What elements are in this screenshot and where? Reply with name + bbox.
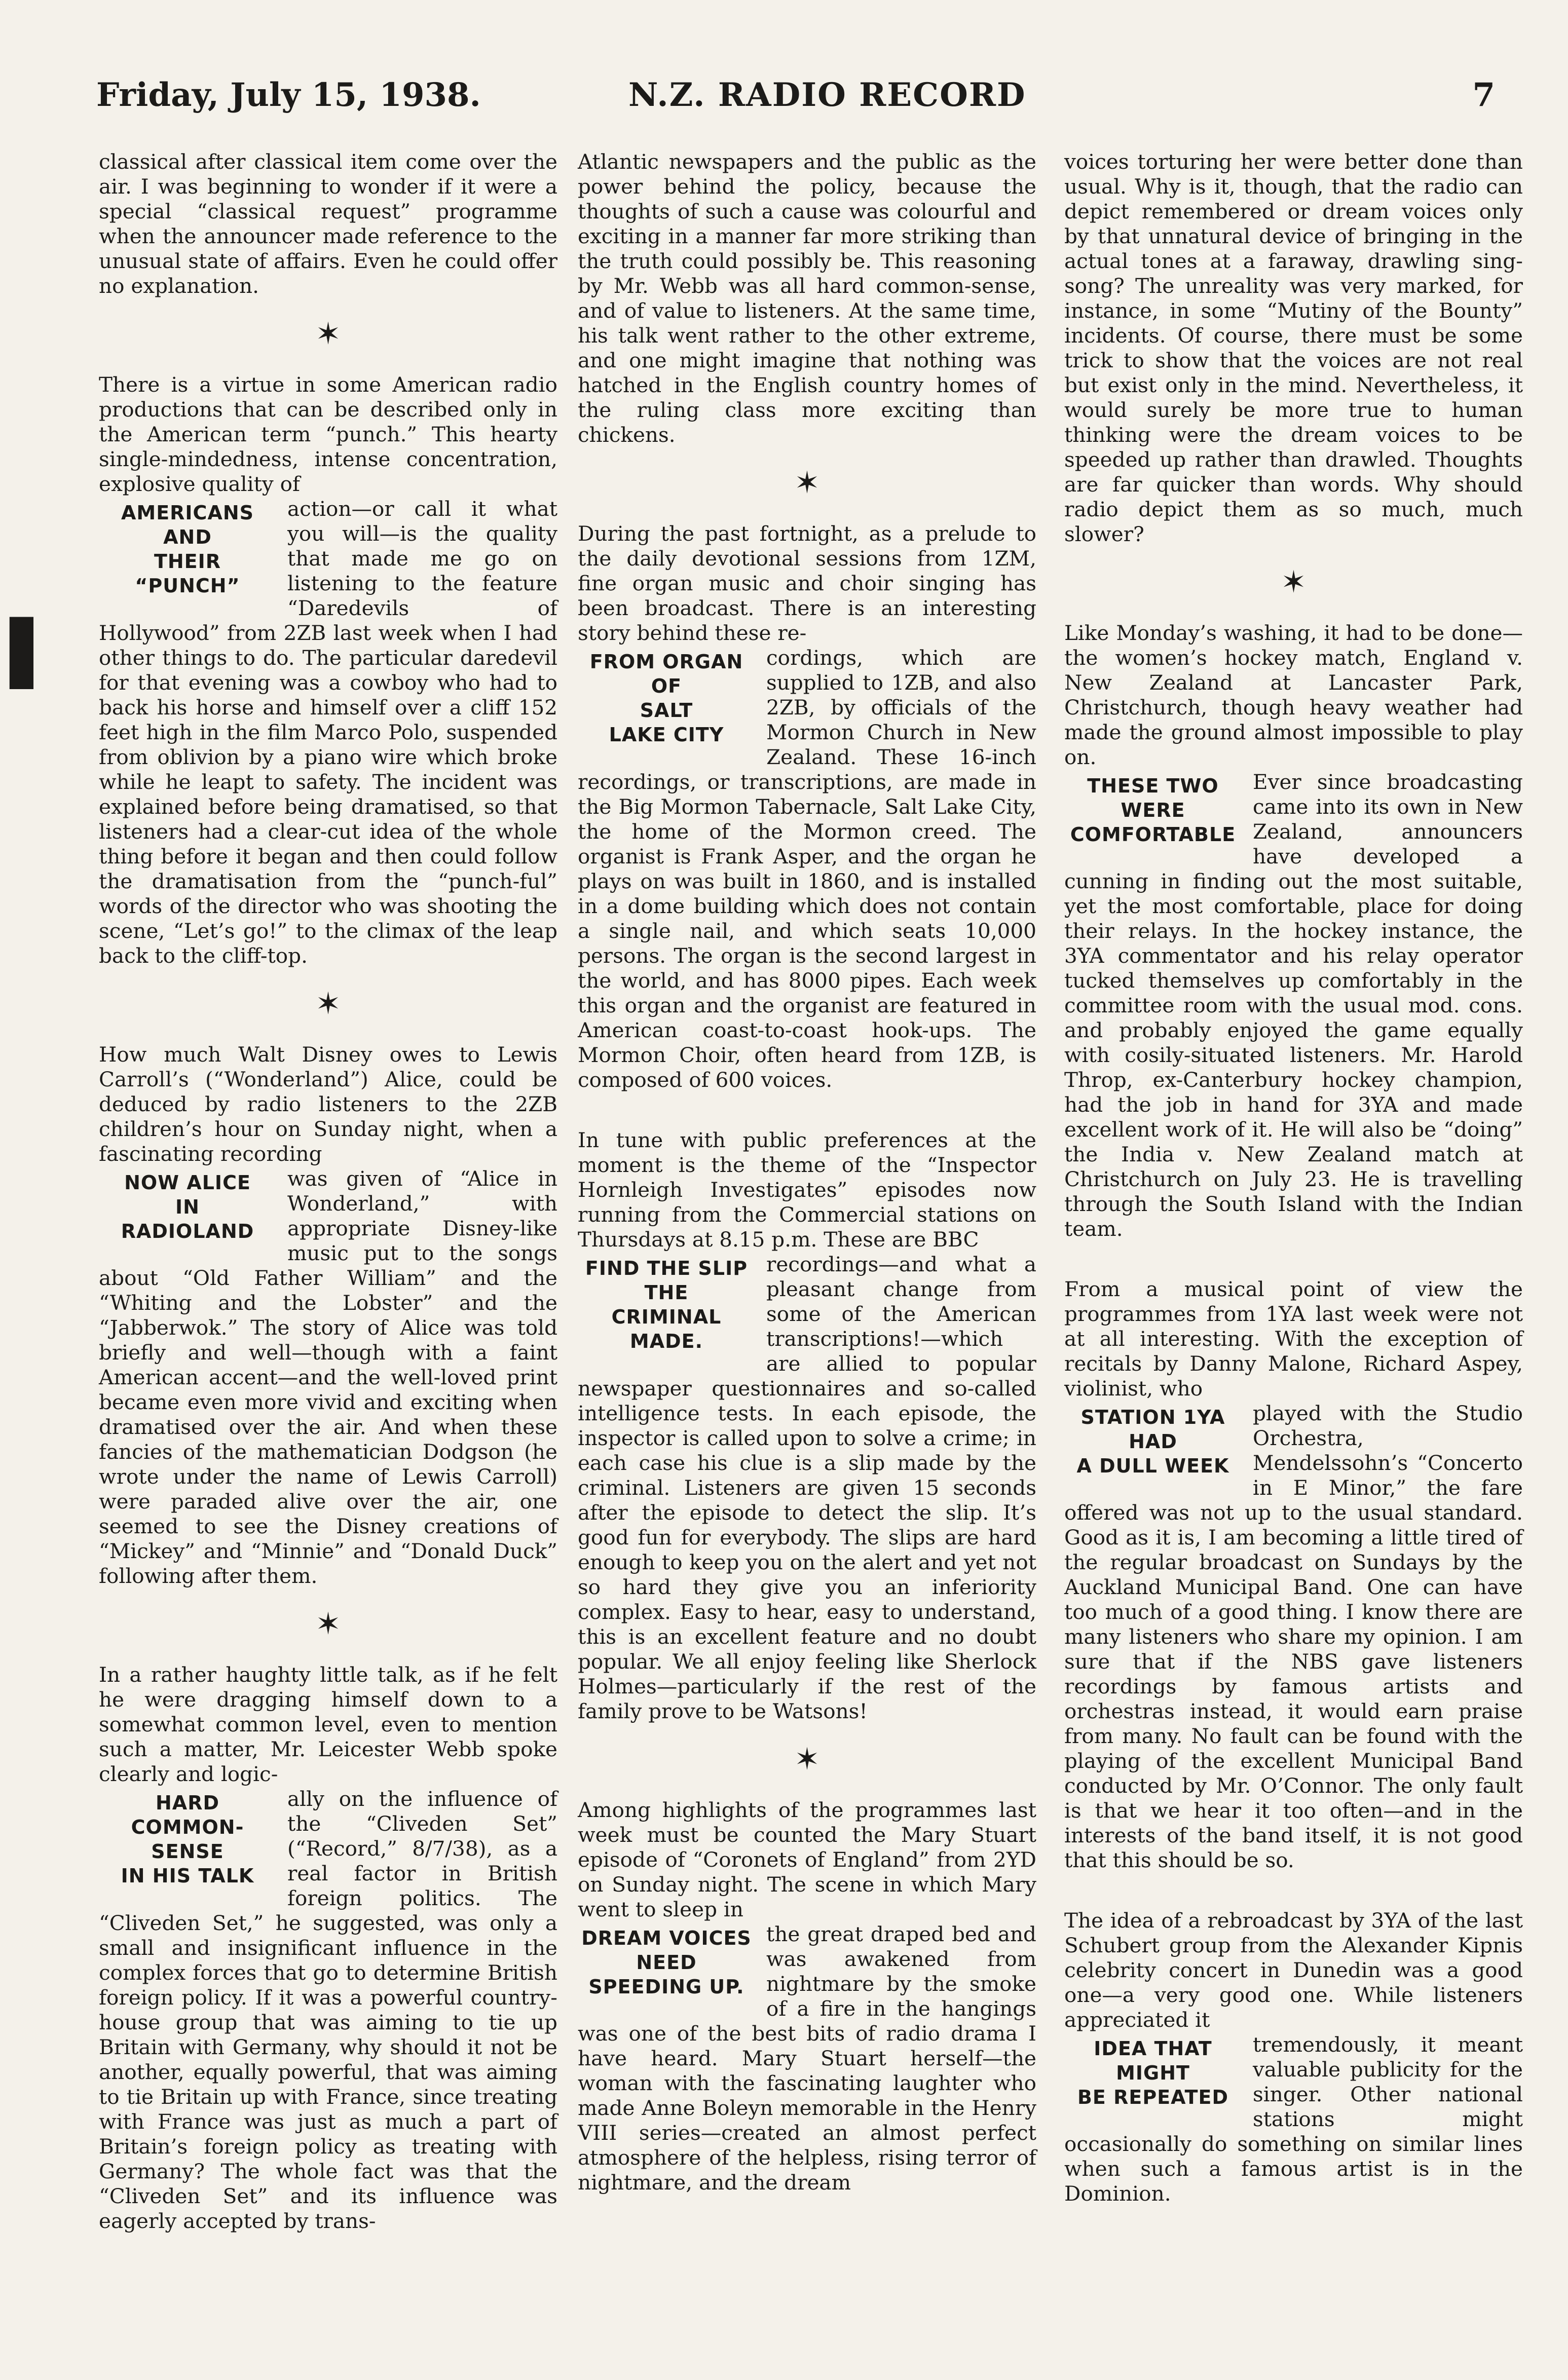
- side-heading: [99, 501, 276, 598]
- heading-line: THE: [644, 1281, 689, 1304]
- side-heading: [99, 1170, 276, 1243]
- page-number: 7: [1472, 76, 1495, 114]
- issue-date: Friday, July 15, 1938.: [96, 76, 481, 114]
- heading-line: THEIR “PUNCH”: [135, 550, 240, 597]
- heading-line: RADIOLAND: [121, 1220, 254, 1242]
- heading-line: AND: [163, 526, 212, 548]
- heading-line: WERE: [1121, 799, 1185, 821]
- side-heading: [578, 650, 755, 747]
- article-body: recordings—and what a pleasant change from some of the American transcriptions!—which are allied to popular newspaper questionnaires and so-called intelligence tests. In each episode, the inspector is called upon to solve a crime; in each case his clue is a slip made by the criminal. Listeners are given 15 seconds after the episode to detect the slip. It’s good fun for everybody. The slips are hard enough to keep you on the alert and yet not so hard they give you an inferiority complex. Easy to hear, easy to understand, this is an excellent feature and no doubt popular. We all enjoy feeling like Sherlock Holmes—particularly if the rest of the family prove to be Watsons!: [578, 1252, 1036, 1723]
- heading-line: BE REPEATED: [1077, 2086, 1229, 2108]
- article-hard-common-sense: [99, 1663, 557, 2234]
- side-heading: [1064, 774, 1242, 847]
- article-lead: In a rather haughty little talk, as if he felt he were dragging himself down to a somewhat common level, even to mention such a matter, Mr. Leicester Webb spoke clearly and logic-: [99, 1663, 557, 1786]
- article-lead: There is a virtue in some American radio productions that can be described only in the American term “punch.” This hearty single-mindedness, intense concentration, explosive quality of: [99, 372, 557, 496]
- heading-line: CRIMINAL MADE.: [611, 1306, 722, 1352]
- heading-line: NOW ALICE: [124, 1172, 251, 1194]
- ornament-star-icon: ✶: [794, 1742, 820, 1777]
- ornament-star-icon: ✶: [315, 986, 341, 1022]
- masthead-title: N.Z. RADIO RECORD: [628, 76, 1026, 114]
- heading-line: STATION 1YA: [1080, 1406, 1225, 1428]
- heading-line: THESE TWO: [1087, 775, 1219, 797]
- heading-line: FROM ORGAN OF: [589, 651, 743, 697]
- article-alice-radioland: [99, 1042, 557, 1589]
- article-americans-punch: [99, 372, 557, 968]
- heading-line: FIND THE SLIP: [585, 1257, 748, 1279]
- side-heading: [99, 1791, 276, 1888]
- margin-mark: ▌: [10, 618, 57, 689]
- article-lead: From a musical point of view the programmes from 1YA last week were not at all interesting. With the exception of recitals by Danny Malone, Richard Aspey, violinist, who: [1064, 1277, 1523, 1401]
- article-lead: In tune with public preferences at the moment is the theme of the “Inspector Hornleigh Investigates” episodes now running from the Commercial stations on Thursdays at 8.15 p.m. These are BBC: [578, 1128, 1036, 1252]
- heading-line: LAKE CITY: [609, 724, 724, 746]
- article-these-two-comfortable: [1064, 621, 1523, 1241]
- heading-line: A DULL WEEK: [1076, 1455, 1229, 1477]
- heading-line: DREAM VOICES: [581, 1927, 752, 1949]
- column-3: [1064, 149, 1523, 2206]
- article-body: ally on the influence of the “Cliveden Set” (“Record,” 8/7/38), as a real factor in British foreign politics. The “Cliveden Set,” he suggested, was only a small and insignificant influence in the complex forces that go to determine British foreign policy. If it was a powerful country-house group that was aiming to tie up Britain with Germany, why should it not be another, equally powerful, that was aiming to tie Britain up with France, since treating with France was just as much a part of Britain’s foreign policy as treating with Germany? The whole fact was that the “Cliveden Set” and its influence was eagerly accepted by trans-: [99, 1787, 557, 2233]
- heading-line: SPEEDING UP.: [588, 1976, 744, 1998]
- heading-line: HARD COMMON-: [131, 1792, 244, 1838]
- article-lead: Like Monday’s washing, it had to be done—the women’s hockey match, England v. New Zealand at Lancaster Park, Christchurch, though heavy weather had made the ground almost impossible to play on.: [1064, 621, 1523, 769]
- heading-line: IDEA THAT: [1094, 2037, 1212, 2060]
- article-body: cordings, which are supplied to 1ZB, and also 2ZB, by officials of the Mormon Church in New Zealand. These 16-inch recordings, or transcriptions, are made in the Big Mormon Tabernacle, Salt Lake City, the home of the Mormon creed. The organist is Frank Asper, and the organ he plays on was built in 1860, and is installed in a dome building which does not contain a single nail, and which seats 10,000 persons. The organ is the second largest in the world, and has 8000 pipes. Each week this organ and the organist are featured in American coast-to-coast hook-ups. The Mormon Choir, often heard from 1ZB, is composed of 600 voices.: [578, 646, 1036, 1092]
- heading-line: AMERICANS: [121, 502, 254, 524]
- article-body: tremendously, it meant valuable publicity for the singer. Other national stations might occasionally do something on similar lines when such a famous artist is in the Dominion.: [1064, 2032, 1523, 2206]
- heading-line: IN HIS TALK: [121, 1865, 254, 1887]
- heading-line: IN: [175, 1196, 200, 1218]
- column-2-intro: Atlantic newspapers and the public as the power behind the policy, because the thoughts of such a cause was colourful and exciting in a manner far more striking than the truth could possibly be. This reasoning by Mr. Webb was all hard common-sense, and of value to listeners. At the same time, his talk went rather to the other extreme, and one might imagine that nothing was hatched in the English country homes of the ruling class more exciting than chickens.: [578, 149, 1036, 447]
- side-heading: [1064, 2036, 1242, 2109]
- article-station-1ya: [1064, 1277, 1523, 1873]
- article-lead: The idea of a rebroadcast by 3YA of the last Schubert group from the Alexander Kipnis celebrity concert in Dunedin was a good one—a very good one. While listeners appreciated it: [1064, 1908, 1523, 2032]
- column-1: [99, 149, 557, 2234]
- ornament-star-icon: ✶: [794, 465, 820, 501]
- side-heading: [578, 1256, 755, 1353]
- article-body: Ever since broadcasting came into its own in New Zealand, announcers have developed a cunning in finding out the most suitable, yet the most comfortable, place for doing their relays. In the hockey instance, the 3YA commentator and his relay operator tucked themselves up comfortably in the committee room with the usual mod. cons. and probably enjoyed the game equally with cosily-situated listeners. Mr. Harold Throp, ex-Canterbury hockey champion, had the job in hand for 3YA and made excellent work of it. He will also be “doing” the India v. New Zealand match at Christchurch on July 23. He is travelling through the South Island with the Indian team.: [1064, 770, 1523, 1241]
- article-body: played with the Studio Orchestra, Mendelssohn’s “Concerto in E Minor,” the fare offered was not up to the usual standard. Good as it is, I am becoming a little tired of the regular broadcast on Sundays by the Auckland Municipal Band. One can have too much of a good thing. I know there are many listeners who share my opinion. I am sure that if the NBS gave listeners recordings by famous artists and orchestras instead, it would earn praise from many. No fault can be found with the playing of the excellent Municipal Band conducted by Mr. O’Connor. The only fault is that we hear it too often—and in the interests of the band itself, it is not good that this should be so.: [1064, 1401, 1523, 1872]
- ornament-star-icon: ✶: [315, 316, 341, 352]
- article-body: the great draped bed and was awakened from nightmare by the smoke of a fire in the hangings was one of the best bits of radio drama I have heard. Mary Stuart herself—the woman with the fascinating laughter who made Anne Boleyn memorable in the Henry VIII series—created an almost perfect atmosphere of the helpless, rising terror of nightmare, and the dream: [578, 1922, 1036, 2195]
- column-2: [578, 149, 1036, 2195]
- article-lead: Among highlights of the programmes last week must be counted the Mary Stuart episode of “Coronets of England” from 2YD on Sunday night. The scene in which Mary went to sleep in: [578, 1798, 1036, 1921]
- page-header: [96, 76, 1495, 132]
- heading-line: SALT: [640, 699, 693, 722]
- article-body: was given of “Alice in Wonderland,” with appropriate Disney-like music put to the songs about “Old Father William” and the “Whiting and the Lobster” and the “Jabberwok.” The story of Alice was told briefly and well—though with a faint American accent—and the well-loved print became even more vivid and exciting when dramatised over the air. And when these fancies of the mathematician Dodgson (he wrote under the name of Lewis Carroll) were paraded alive over the air, one seemed to see the Disney creations of “Mickey” and “Minnie” and “Donald Duck” following after them.: [99, 1166, 557, 1588]
- side-heading: [1064, 1405, 1242, 1478]
- heading-line: COMFORTABLE: [1070, 823, 1236, 846]
- heading-line: MIGHT: [1116, 2062, 1190, 2084]
- ornament-star-icon: ✶: [1281, 564, 1306, 600]
- article-idea-repeated: [1064, 1908, 1523, 2206]
- article-lead: During the past fortnight, as a prelude to the daily devotional sessions from 1ZM, fine organ music and choir singing has been broadcast. There is an interesting story behind these re-: [578, 521, 1036, 645]
- article-lead: How much Walt Disney owes to Lewis Carroll’s (“Wonderland”) Alice, could be deduced by radio listeners to the 2ZB children’s hour on Sunday night, when a fascinating recording: [99, 1042, 557, 1166]
- column-3-intro: voices torturing her were better done than usual. Why is it, though, that the radio can depict remembered or dream voices only by that unnatural device of bringing in the actual tones at a faraway, drawling sing-song? The unreality was very marked, for instance, in some “Mutiny of the Bounty” incidents. Of course, there must be some trick to show that the voices are not real but exist only in the mind. Nevertheless, it would surely be more true to human thinking were the dream voices to be speeded up rather than drawled. Thoughts are far quicker than words. Why should radio depict them as so much, much slower?: [1064, 149, 1523, 546]
- side-heading: [578, 1926, 755, 1999]
- article-dream-voices: [578, 1798, 1036, 2195]
- heading-line: HAD: [1129, 1430, 1177, 1453]
- heading-line: SENSE: [151, 1840, 224, 1863]
- article-organ-salt-lake: [578, 521, 1036, 1092]
- column-1-intro: classical after classical item come over the air. I was beginning to wonder if it were a special “classical request” programme when the announcer made reference to the unusual state of affairs. Even he could offer no explanation.: [99, 149, 557, 298]
- article-find-the-slip: [578, 1128, 1036, 1724]
- heading-line: NEED: [636, 1951, 697, 1974]
- article-body: action—or call it what you will—is the quality that made me go on listening to the feature “Daredevils of Hollywood” from 2ZB last week when I had other things to do. The particular daredevil for that evening was a cowboy who had to back his horse and himself over a cliff 152 feet high in the film Marco Polo, suspended from oblivion by a piano wire which broke while he leapt to safety. The incident was explained before being dramatised, so that listeners had a clear-cut idea of the whole thing before it began and then could follow the dramatisation from the “punch-ful” words of the director who was shooting the scene, “Let’s go!” to the climax of the leap back to the cliff-top.: [99, 497, 557, 968]
- ornament-star-icon: ✶: [315, 1606, 341, 1642]
